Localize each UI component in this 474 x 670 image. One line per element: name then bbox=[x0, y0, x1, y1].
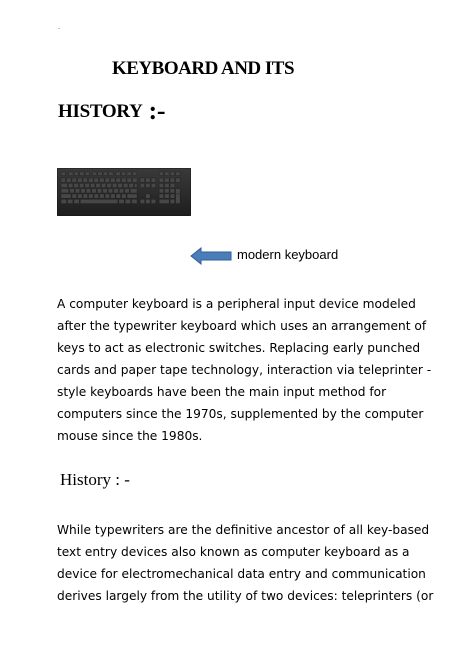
keyboard-key bbox=[112, 183, 117, 187]
keyboard-key bbox=[74, 199, 80, 203]
keyboard-key bbox=[165, 183, 170, 187]
keyboard-key bbox=[83, 194, 88, 198]
keyboard-key bbox=[81, 189, 86, 193]
keyboard-key bbox=[116, 178, 121, 182]
keyboard-key bbox=[105, 178, 110, 182]
keyboard-key bbox=[90, 183, 95, 187]
keyboard-key bbox=[146, 178, 151, 182]
keyboard-key bbox=[111, 178, 116, 182]
keyboard-key bbox=[119, 189, 124, 193]
keyboard-key bbox=[159, 172, 164, 176]
keyboard-key bbox=[122, 178, 127, 182]
keyboard-key bbox=[79, 183, 84, 187]
keyboard-key bbox=[132, 172, 137, 176]
keyboard-key bbox=[159, 178, 164, 182]
keyboard-key bbox=[165, 178, 170, 182]
keyboard-key bbox=[107, 183, 112, 187]
keyboard-key bbox=[86, 189, 91, 193]
paragraph-line: derives largely from the utility of two devices: teleprinters (or bbox=[57, 589, 434, 603]
keyboard-key bbox=[176, 194, 181, 204]
image-caption: modern keyboard bbox=[237, 247, 339, 262]
keyboard-key bbox=[127, 194, 137, 198]
keyboard-key bbox=[134, 183, 137, 187]
keyboard-key bbox=[72, 194, 77, 198]
history-section-heading: History : - bbox=[60, 470, 130, 489]
intro-paragraph bbox=[57, 293, 432, 447]
keyboard-key bbox=[78, 178, 83, 182]
paragraph-line: text entry devices also known as computer keyboard as a bbox=[57, 545, 410, 559]
keyboard-key bbox=[92, 189, 97, 193]
keyboard-key bbox=[100, 178, 105, 182]
keyboard-key bbox=[140, 199, 145, 203]
keyboard-key bbox=[170, 172, 175, 176]
keyboard-key bbox=[78, 194, 83, 198]
keyboard-key bbox=[89, 178, 94, 182]
keyboard-key bbox=[100, 194, 105, 198]
keyboard-key bbox=[127, 178, 132, 182]
document-title-colon: :- bbox=[148, 96, 166, 125]
paragraph-line: device for electromechanical data entry and communication bbox=[57, 567, 426, 581]
keyboard-key bbox=[159, 183, 164, 187]
keyboard-key bbox=[130, 189, 137, 193]
keyboard-key bbox=[146, 183, 151, 187]
keyboard-key bbox=[103, 189, 108, 193]
keyboard-key bbox=[132, 199, 138, 203]
keyboard-key bbox=[125, 199, 131, 203]
keyboard-key bbox=[151, 199, 156, 203]
document-title-history: HISTORY bbox=[58, 101, 143, 122]
keyboard-key bbox=[80, 172, 85, 176]
keyboard-key bbox=[96, 183, 101, 187]
keyboard-key bbox=[97, 189, 102, 193]
keyboard-key bbox=[109, 172, 114, 176]
keyboard-key bbox=[67, 178, 72, 182]
keyboard-key bbox=[108, 189, 113, 193]
keyboard-key bbox=[116, 172, 121, 176]
keyboard-key bbox=[70, 189, 75, 193]
keyboard-key bbox=[165, 194, 170, 198]
paragraph-line: A computer keyboard is a peripheral input device modeled bbox=[57, 297, 416, 311]
keyboard-key bbox=[61, 178, 66, 182]
keyboard-key bbox=[118, 183, 123, 187]
keyboard-key bbox=[67, 199, 73, 203]
keyboard-key bbox=[103, 172, 108, 176]
keyboard-key bbox=[133, 178, 138, 182]
keyboard-key bbox=[127, 172, 132, 176]
keyboard-key bbox=[129, 183, 134, 187]
paragraph-line: after the typewriter keyboard which uses an arrangement of bbox=[57, 319, 427, 333]
keyboard-key bbox=[69, 172, 74, 176]
keyboard-key bbox=[159, 189, 164, 193]
keyboard-key bbox=[140, 183, 145, 187]
keyboard-key bbox=[92, 172, 97, 176]
keyboard-key bbox=[170, 183, 175, 187]
paragraph-line: cards and paper tape technology, interaction via teleprinter - bbox=[57, 363, 432, 377]
keyboard-key bbox=[114, 189, 119, 193]
keyboard-key bbox=[170, 199, 175, 203]
keyboard-key bbox=[151, 183, 156, 187]
paragraph-line: While typewriters are the definitive ancestor of all key-based bbox=[57, 523, 430, 537]
keyboard-key bbox=[170, 194, 175, 198]
document-title-line-1: KEYBOARD AND ITS bbox=[112, 58, 295, 79]
history-paragraph bbox=[57, 519, 434, 607]
keyboard-key bbox=[151, 178, 156, 182]
keyboard-key bbox=[123, 183, 128, 187]
keyboard-key bbox=[94, 178, 99, 182]
paragraph-line: computers since the 1970s, supplemented by the computer bbox=[57, 407, 424, 421]
keyboard-key bbox=[111, 194, 116, 198]
paragraph-line: keys to act as electronic switches. Replacing early punched bbox=[57, 341, 421, 355]
keyboard-key bbox=[159, 194, 164, 198]
keyboard-key bbox=[75, 189, 80, 193]
keyboard-key bbox=[94, 194, 99, 198]
keyboard-key bbox=[85, 172, 90, 176]
document-title-line-2 bbox=[58, 96, 165, 126]
keyboard-key bbox=[83, 178, 88, 182]
keyboard-key bbox=[116, 194, 121, 198]
keyboard-key bbox=[146, 194, 151, 198]
keyboard-key bbox=[80, 199, 118, 203]
keyboard-key bbox=[85, 183, 90, 187]
keyboard-key bbox=[68, 183, 73, 187]
keyboard-key bbox=[125, 189, 130, 193]
keyboard-key bbox=[165, 172, 170, 176]
keyboard-key bbox=[89, 194, 94, 198]
keyboard-key bbox=[121, 172, 126, 176]
keyboard-key bbox=[170, 189, 175, 193]
corner-mark: . bbox=[58, 22, 61, 31]
keyboard-key bbox=[176, 172, 181, 176]
left-arrow-icon bbox=[190, 247, 232, 265]
keyboard-key bbox=[61, 183, 67, 187]
paragraph-line: mouse since the 1980s. bbox=[57, 429, 203, 443]
keyboard-key bbox=[159, 199, 169, 203]
keyboard-key bbox=[61, 194, 71, 198]
keyboard-key bbox=[72, 178, 77, 182]
keyboard-key bbox=[176, 178, 181, 182]
keyboard-key bbox=[61, 172, 66, 176]
keyboard-key bbox=[140, 178, 145, 182]
keyboard-key bbox=[98, 172, 103, 176]
keyboard-key bbox=[105, 194, 110, 198]
keyboard-key bbox=[74, 172, 79, 176]
keyboard-key bbox=[61, 199, 67, 203]
paragraph-line: style keyboards have been the main input method for bbox=[57, 385, 387, 399]
keyboard-key bbox=[61, 189, 69, 193]
keyboard-key bbox=[165, 189, 170, 193]
keyboard-key bbox=[119, 199, 125, 203]
keyboard-key bbox=[74, 183, 79, 187]
keyboard-key bbox=[122, 194, 127, 198]
keyboard-key bbox=[146, 199, 151, 203]
keyboard-key bbox=[170, 178, 175, 182]
keyboard-key bbox=[101, 183, 106, 187]
keyboard-image bbox=[57, 168, 191, 216]
